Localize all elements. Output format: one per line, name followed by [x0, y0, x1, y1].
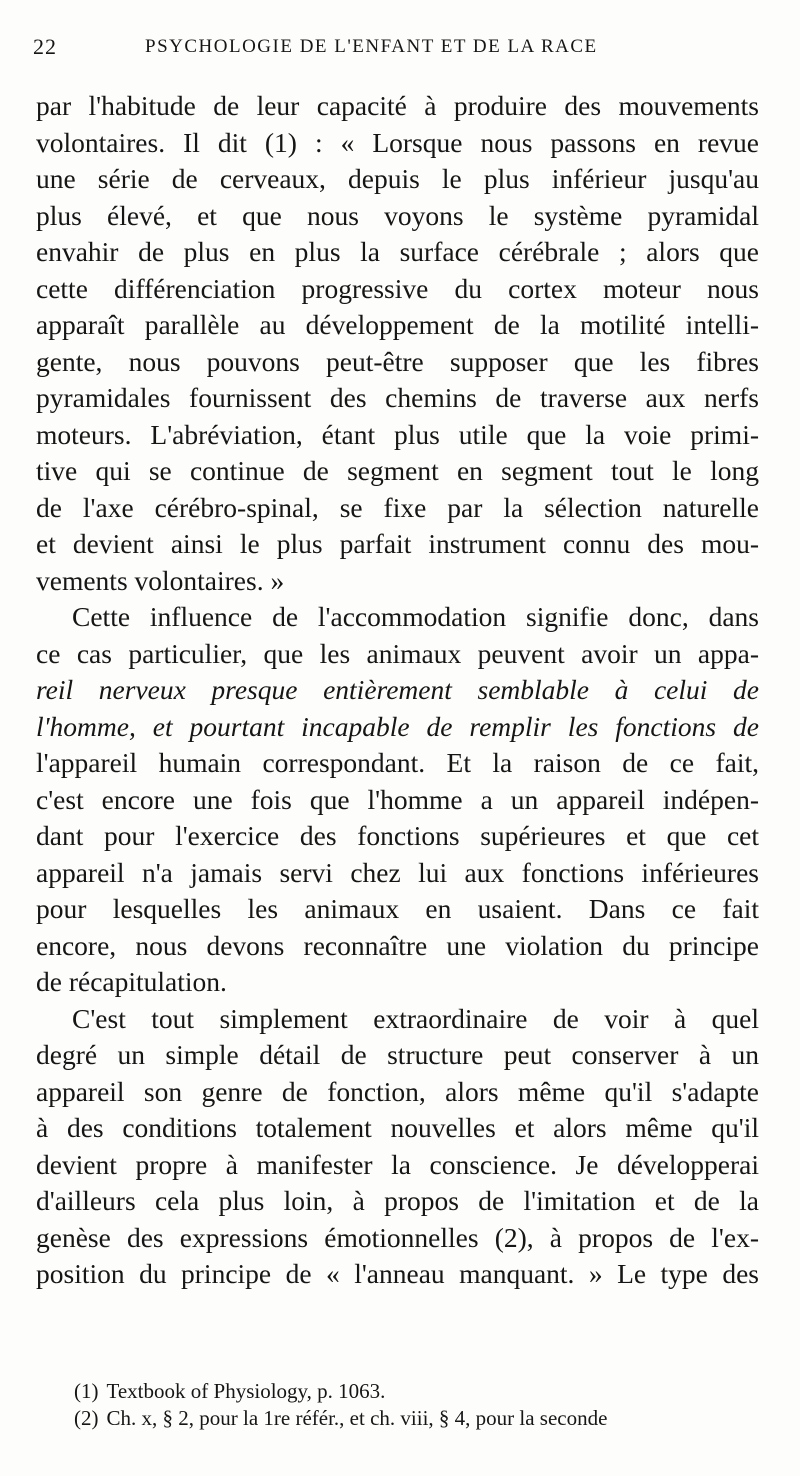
text-line: dant pour l'exercice des fonctions supérieures et que cet — [36, 820, 759, 851]
text-line: C'est tout simplement extraordinaire de voir à quel — [72, 1002, 759, 1034]
text-line: plus élevé, et que nous voyons le système pyramidal — [36, 199, 759, 231]
text-line: l'homme, et pourtant incapable de remplir les fonctions de — [36, 710, 759, 742]
text-line: appareil n'a jamais servi chez lui aux fonctions inférieures — [36, 856, 759, 888]
text-line: c'est encore une fois que l'homme a un appareil indépen- — [36, 783, 759, 815]
text-line: de récapitulation. — [36, 966, 227, 997]
text-line: appareil son genre de fonction, alors même qu'il s'adapte — [36, 1075, 759, 1107]
footnote — [74, 1405, 760, 1432]
text-line: degré un simple détail de structure peut conserver à un — [36, 1039, 759, 1070]
page-header — [33, 34, 758, 64]
text-line: genèse des expressions émotionnelles (2), à propos de l'ex- — [36, 1221, 759, 1253]
text-line: moteurs. L'abréviation, étant plus utile que la voie primi- — [36, 418, 759, 450]
footnote-number: (1) — [74, 1379, 99, 1403]
footnote-text: Ch. x, § 2, pour la 1re référ., et ch. viii, § 4, pour la seconde — [106, 1406, 608, 1430]
footnotes — [74, 1378, 760, 1432]
text-line: reil nerveux presque entièrement semblable à celui de — [36, 674, 759, 705]
footnote-text: Textbook of Physiology, p. 1063. — [106, 1379, 386, 1403]
text-line: une série de cerveaux, depuis le plus inférieur jusqu'au — [36, 163, 759, 194]
text-line: tive qui se continue de segment en segment tout le long — [36, 455, 759, 486]
text-line: volontaires. Il dit (1) : « Lorsque nous passons en revue — [36, 126, 759, 158]
body-text — [36, 88, 759, 1293]
footnote-number: (2) — [74, 1406, 99, 1430]
text-line: Cette influence de l'accommodation signifie donc, dans — [72, 601, 759, 632]
text-line: position du principe de « l'anneau manquant. » Le type des — [36, 1258, 759, 1289]
footnote — [74, 1378, 760, 1405]
text-line: par l'habitude de leur capacité à produire des mouvements — [36, 90, 759, 121]
text-line: pour lesquelles les animaux en usaient. Dans ce fait — [36, 893, 759, 924]
text-line: cette différenciation progressive du cortex moteur nous — [36, 272, 759, 304]
text-line: et devient ainsi le plus parfait instrument connu des mou- — [36, 528, 759, 559]
text-line: l'appareil humain correspondant. Et la raison de ce fait, — [36, 747, 759, 778]
text-line: vements volontaires. » — [36, 564, 285, 596]
text-line: de l'axe cérébro-spinal, se fixe par la sélection naturelle — [36, 491, 759, 523]
text-line: ce cas particulier, que les animaux peuvent avoir un appa- — [36, 637, 759, 669]
text-line: à des conditions totalement nouvelles et alors même qu'il — [36, 1112, 759, 1143]
text-line: devient propre à manifester la conscience. Je développerai — [36, 1148, 759, 1180]
text-line: gente, nous pouvons peut-être supposer que les fibres — [36, 345, 759, 377]
text-line: encore, nous devons reconnaître une violation du principe — [36, 929, 759, 961]
page-number: 22 — [33, 34, 57, 59]
text-line: pyramidales fournissent des chemins de traverse aux nerfs — [36, 382, 759, 413]
text-line: envahir de plus en plus la surface cérébrale ; alors que — [36, 236, 759, 267]
text-line: apparaît parallèle au développement de la motilité intelli- — [36, 309, 759, 340]
running-title: PSYCHOLOGIE DE L'ENFANT ET DE LA RACE — [145, 36, 598, 57]
text-line: d'ailleurs cela plus loin, à propos de l'imitation et de la — [36, 1185, 759, 1216]
